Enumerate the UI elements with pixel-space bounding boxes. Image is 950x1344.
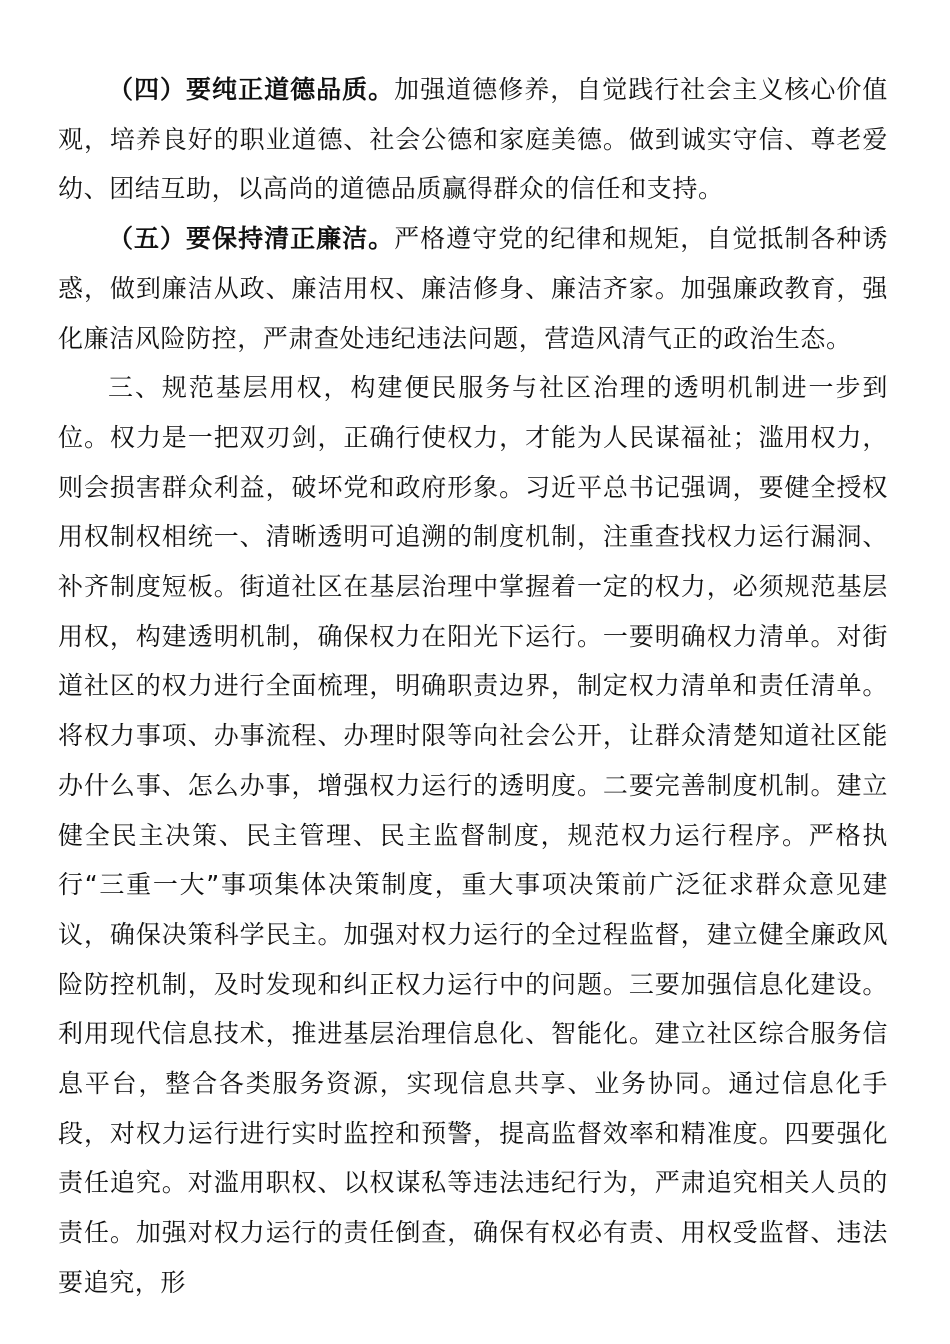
- paragraph-text: 严格遵守党的纪律和规矩，自觉抵制各种诱惑，做到廉洁从政、廉洁用权、廉洁修身、廉洁齐家。加强廉政教育，强化廉洁风险防控，严肃查处违纪违法问题，营造风清气正的政治生态。: [58, 224, 888, 353]
- paragraph-moral-quality: [58, 65, 888, 214]
- document-body: [58, 65, 888, 1308]
- paragraph-section-three: [58, 363, 888, 1307]
- paragraph-heading: （五）要保持清正廉洁。: [108, 224, 395, 254]
- paragraph-text: 加强道德修养，自觉践行社会主义核心价值观，培养良好的职业道德、社会公德和家庭美德。做到诚实守信、尊老爱幼、团结互助，以高尚的道德品质赢得群众的信任和支持。: [58, 75, 888, 204]
- paragraph-integrity: [58, 214, 888, 363]
- paragraph-text: 三、规范基层用权，构建便民服务与社区治理的透明机制进一步到位。权力是一把双刃剑，正确行使权力，才能为人民谋福祉；滥用权力，则会损害群众利益，破坏党和政府形象。习近平总书记强调，要健全授权用权制权相统一、清晰透明可追溯的制度机制，注重查找权力运行漏洞、补齐制度短板。街道社区在基层治理中掌握着一定的权力，必须规范基层用权，构建透明机制，确保权力在阳光下运行。一要明确权力清单。对街道社区的权力进行全面梳理，明确职责边界，制定权力清单和责任清单。将权力事项、办事流程、办理时限等向社会公开，让群众清楚知道社区能办什么事、怎么办事，增强权力运行的透明度。二要完善制度机制。建立健全民主决策、民主管理、民主监督制度，规范权力运行程序。严格执行“三重一大”事项集体决策制度，重大事项决策前广泛征求群众意见建议，确保决策科学民主。加强对权力运行的全过程监督，建立健全廉政风险防控机制，及时发现和纠正权力运行中的问题。三要加强信息化建设。利用现代信息技术，推进基层治理信息化、智能化。建立社区综合服务信息平台，整合各类服务资源，实现信息共享、业务协同。通过信息化手段，对权力运行进行实时监控和预警，提高监督效率和精准度。四要强化责任追究。对滥用职权、以权谋私等违法违纪行为，严肃追究相关人员的责任。加强对权力运行的责任倒查，确保有权必有责、用权受监督、违法要追究，形: [58, 373, 888, 1297]
- paragraph-heading: （四）要纯正道德品质。: [108, 75, 395, 104]
